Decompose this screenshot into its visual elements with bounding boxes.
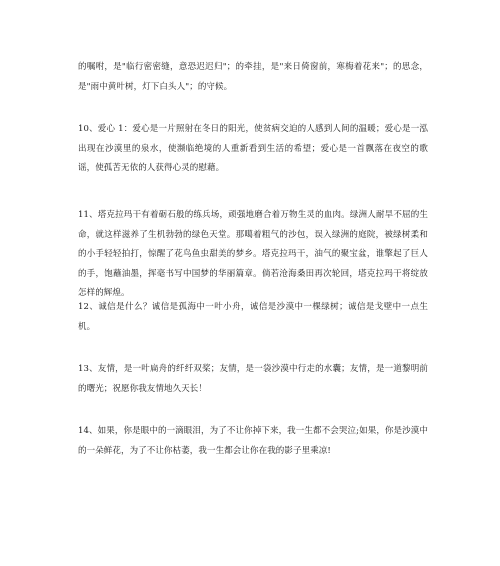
paragraph-10: 10、爱心 1：爱心是一片照射在冬日的阳光，使贫病交迫的人感到人间的温暖；爱心是一泓出现在沙漠里的泉水，使濒临绝境的人重新看到生活的希望；爱心是一首飘落在夜空的歌谣，使孤苦无依的人获得心灵的慰藉。 <box>78 124 428 173</box>
paragraph-intro: 的嘱咐，是"临行密密缝，意恐迟迟归"；的牵挂，是"来日倚窗前，寒梅着花来"；的思念，是"雨中黄叶树，灯下白头人"；的守候。 <box>78 62 428 92</box>
paragraph-11: 11、塔克拉玛干有着砺石般的练兵场，顽强地磨合着万物生灵的血肉。绿洲人耐旱不屈的生命，就这样滋养了生机勃勃的绿色天堂。那噶着粗气的沙包，误入绿洲的庭院，被绿树柔和的小手轻轻拍打，惊醒了花鸟鱼虫甜美的梦乡。塔克拉玛干，油气的聚宝盆，谁擎起了巨人的手，饱蘸油墨，挥毫书写中国梦的华丽篇章。倘若沧海桑田再次轮回，塔克拉玛干将绽放怎样的辉煌。 <box>78 210 428 298</box>
paragraph-13: 13、友情，是一叶扁舟的纤纤双桨；友情，是一袋沙漠中行走的水囊；友情，是一道黎明前的曙光；祝愿你我友情地久天长！ <box>78 364 428 394</box>
paragraph-12: 12、诚信是什么？诚信是孤海中一叶小舟，诚信是沙漠中一棵绿树；诚信是戈壁中一点生机。 <box>78 302 428 332</box>
paragraph-14: 14、如果，你是眼中的一滴眼泪，为了不让你掉下来，我一生都不会哭泣;如果，你是沙漠中的一朵鲜花，为了不让你枯萎，我一生都会让你在我的影子里乘凉! <box>78 426 428 456</box>
